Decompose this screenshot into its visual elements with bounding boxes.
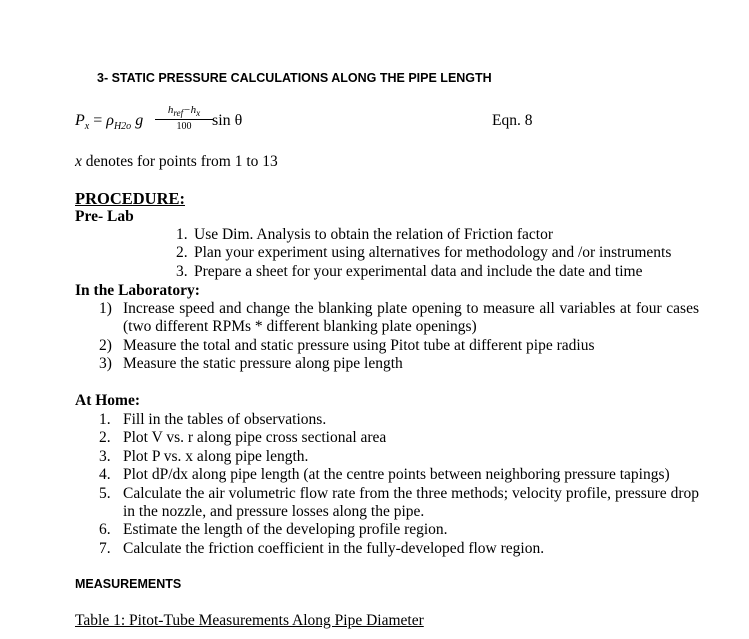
equation-fraction <box>155 104 213 132</box>
home-heading: At Home: <box>75 392 140 409</box>
home-list <box>99 411 699 558</box>
list-item: 4. Plot dP/dx along pipe length (at the centre points between neighboring pressure tapings) <box>99 466 670 484</box>
equation-lhs: $P_x = \rho_{H2o}$ g <box>75 112 144 133</box>
lab-heading: In the Laboratory: <box>75 282 200 299</box>
list-item: 2) Measure the total and static pressure using Pitot tube at different pipe radius <box>99 336 595 354</box>
equation-sine-term: sin θ <box>212 112 243 129</box>
fraction-numerator: $h_{ref}-h_x$ <box>155 104 213 120</box>
list-item: 6. Estimate the length of the developing profile region. <box>99 521 448 539</box>
table-caption: Table 1: Pitot-Tube Measurements Along Pipe Diameter <box>75 612 424 629</box>
list-item: 3. Plot P vs. x along pipe length. <box>99 447 309 465</box>
static-pressure-equation <box>75 106 375 136</box>
variable-note: x denotes for points from 1 to 13 <box>75 153 278 170</box>
prelab-heading: Pre- Lab <box>75 208 134 225</box>
procedure-heading: PROCEDURE: <box>75 189 185 208</box>
lab-list <box>99 300 699 374</box>
list-item: 2. Plot V vs. r along pipe cross sectional area <box>99 429 387 447</box>
measurements-heading: MEASUREMENTS <box>75 577 182 591</box>
list-item: 1) Increase speed and change the blanking plate opening to measure all variables at four cases (two different RPMs * different blanking plate openings) <box>99 300 699 336</box>
fraction-denominator: 100 <box>176 121 192 133</box>
list-item: 7. Calculate the friction coefficient in the fully-developed flow region. <box>99 539 545 557</box>
list-item: 3) Measure the static pressure along pipe length <box>99 355 403 373</box>
section-heading: 3- STATIC PRESSURE CALCULATIONS ALONG THE PIPE LENGTH <box>97 71 492 85</box>
equation-label: Eqn. 8 <box>492 112 533 129</box>
list-item: 1. Fill in the tables of observations. <box>99 411 327 428</box>
list-item: 5. Calculate the air volumetric flow rate from the three methods; velocity profile, pressure drop in the nozzle, and pressure losses along the pipe. <box>99 484 699 520</box>
